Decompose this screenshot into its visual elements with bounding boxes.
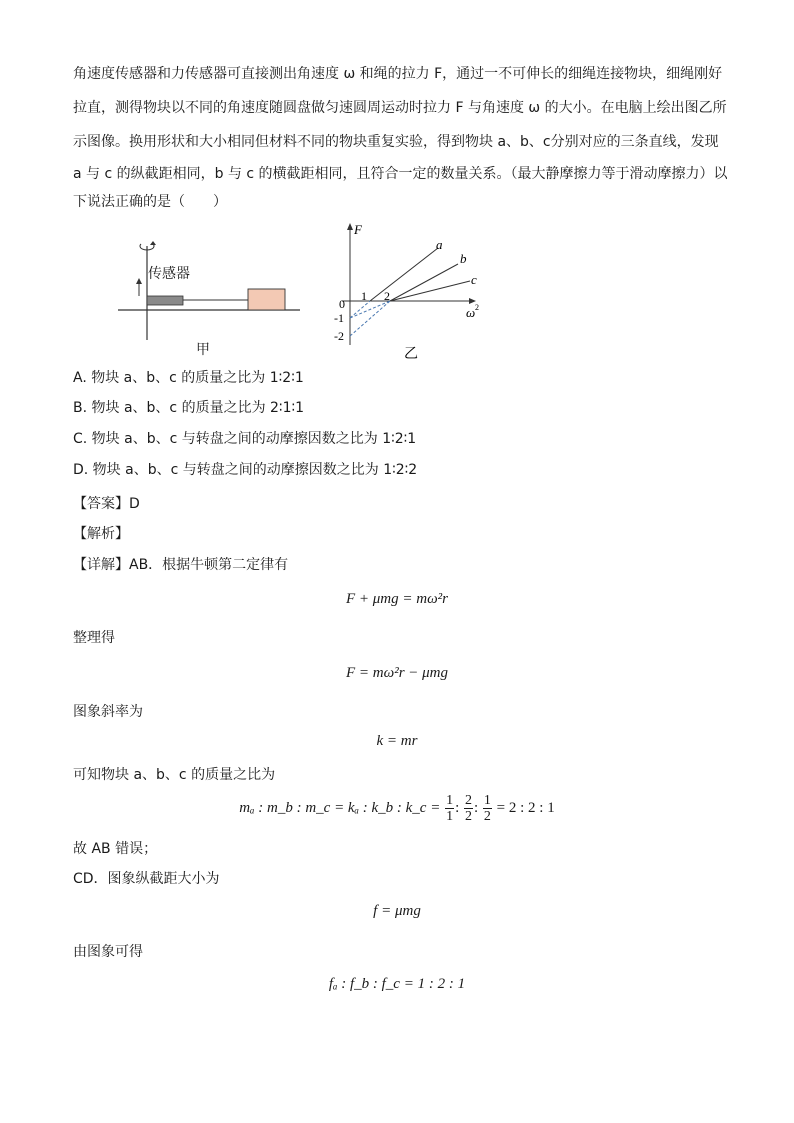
analysis-label: 【解析】 [73, 526, 129, 542]
tick-x1: 1 [361, 289, 367, 303]
question-line-1: 角速度传感器和力传感器可直接测出角速度 ω 和绳的拉力 F，通过一不可伸长的细绳连接物块，细绳刚好 [73, 66, 723, 82]
tick-y2: -2 [334, 329, 344, 343]
text-from-graph: 由图象可得 [73, 944, 143, 960]
figure-jia-caption: 甲 [196, 342, 210, 358]
sensor-label: 传感器 [148, 266, 190, 282]
question-line-4: a 与 c 的纵截距相同，b 与 c 的横截距相同，且符合一定的数量关系。（最大静摩擦力等于滑动摩擦力）以 [73, 166, 728, 182]
text-mass: 可知物块 a、b、c 的质量之比为 [73, 767, 276, 783]
origin-label: 0 [339, 297, 345, 311]
figure-yi [330, 218, 490, 363]
y-axis-label: F [354, 222, 362, 237]
line-label-a: a [436, 237, 443, 252]
question-line-3: 示图像。换用形状和大小相同但材料不同的物块重复实验，得到物块 a、b、c分别对应的三条直线，发现 [73, 134, 719, 150]
option-b: B. 物块 a、b、c 的质量之比为 2∶1∶1 [73, 400, 305, 416]
eq4-frac-3: $\frac{1}{2}$ [483, 793, 491, 825]
x-axis-sup: 2 [475, 303, 479, 312]
tick-y1: -1 [334, 311, 344, 325]
eq4-frac-1: $\frac{1}{1}$ [446, 793, 454, 825]
detail-intro: 【详解】AB．根据牛顿第二定律有 [73, 557, 289, 573]
equation-4: mₐ : m_b : m_c = kₐ : k_b : k_c = $\frac{1}{1}$ : $\frac{2}{2}$ : $\frac{1}{2}$ = 2 : 2 : 1 [239, 793, 555, 825]
answer: 【答案】D [73, 496, 140, 512]
text-cd: CD．图象纵截距大小为 [73, 871, 220, 887]
line-label-c: c [471, 272, 477, 287]
option-a: A. 物块 a、b、c 的质量之比为 1∶2∶1 [73, 370, 304, 386]
line-b [390, 264, 458, 301]
equation-3: k = mr [376, 733, 418, 749]
figure-jia [110, 232, 310, 362]
line-label-b: b [460, 251, 467, 266]
equation-2: F = mω²r − μmg [345, 665, 449, 681]
text-slope: 图象斜率为 [73, 704, 143, 720]
eq4-right: = 2 : 2 : 1 [496, 800, 555, 816]
eq4-frac-2: $\frac{2}{2}$ [465, 793, 472, 825]
question-line-2: 拉直，测得物块以不同的角速度随圆盘做匀速圆周运动时拉力 F 与角速度 ω 的大小。在电脑上绘出图乙所 [73, 100, 727, 116]
eq4-left: mₐ : m_b : m_c = kₐ : k_b : k_c = [239, 800, 441, 816]
option-c: C. 物块 a、b、c 与转盘之间的动摩擦因数之比为 1∶2∶1 [73, 431, 417, 447]
line-c [390, 281, 470, 301]
equation-5: f = μmg [373, 903, 421, 919]
text-ab-wrong: 故 AB 错误； [73, 841, 158, 857]
equation-6: fₐ : f_b : f_c = 1 : 2 : 1 [328, 976, 466, 992]
option-d: D. 物块 a、b、c 与转盘之间的动摩擦因数之比为 1∶2∶2 [73, 462, 418, 478]
equation-1: F + μmg = mω²r [345, 591, 449, 607]
text-zhengli: 整理得 [73, 630, 115, 646]
question-line-5: 下说法正确的是（ ） [73, 194, 227, 210]
x-axis-label: ω [466, 305, 476, 320]
tick-x2: 2 [384, 289, 390, 303]
figure-yi-caption: 乙 [404, 346, 418, 362]
